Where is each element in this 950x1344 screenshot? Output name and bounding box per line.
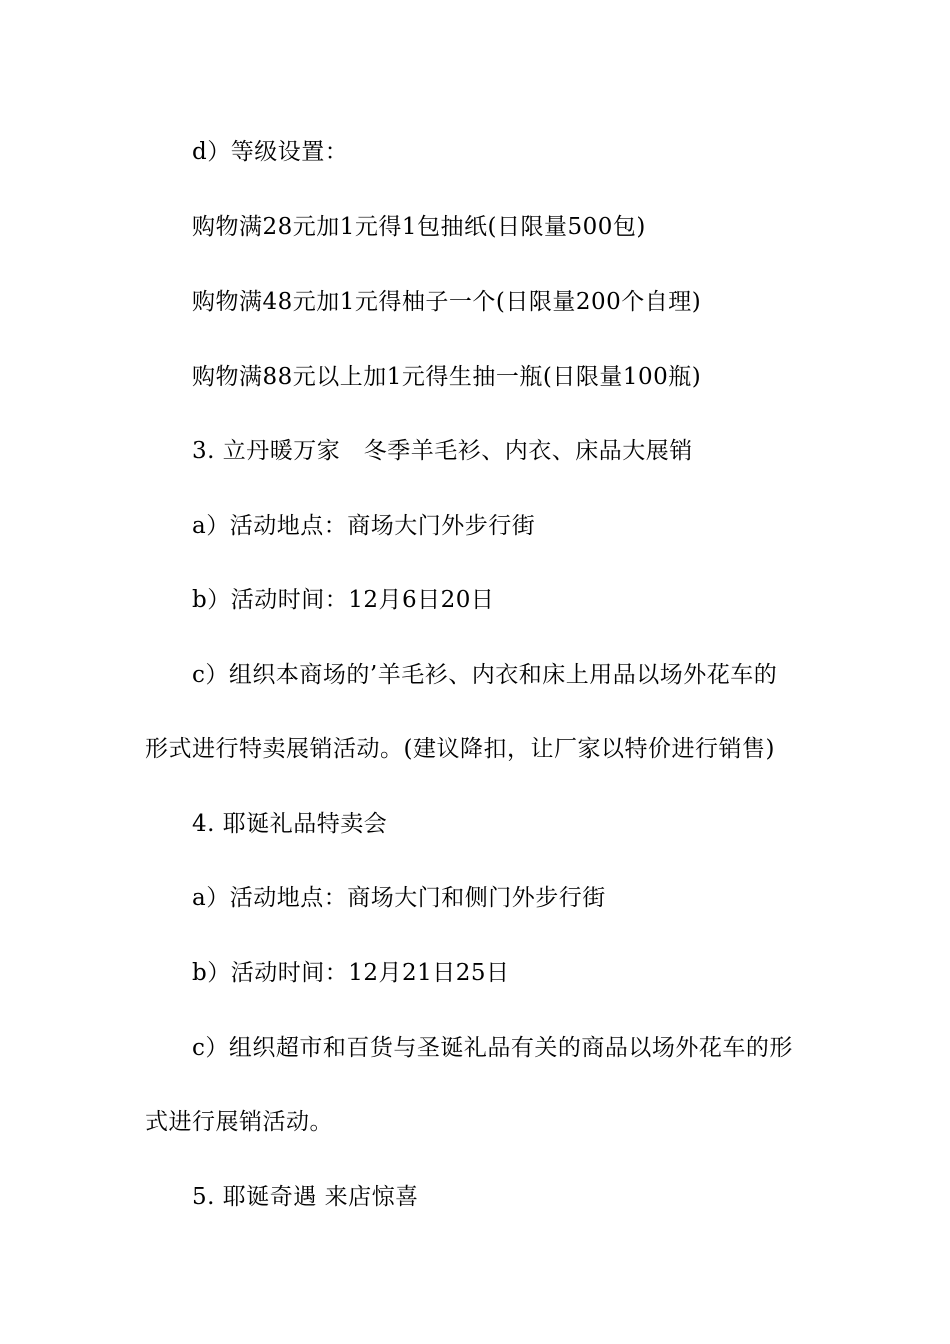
section-5-title: 5. 耶诞奇遇 来店惊喜 xyxy=(192,1184,419,1210)
reward-tier-88: 购物满88元以上加1元得生抽一瓶(日限量100瓶) xyxy=(192,364,702,390)
reward-tier-28: 购物满28元加1元得1包抽纸(日限量500包) xyxy=(192,214,646,240)
section-3-location: a）活动地点：商场大门外步行街 xyxy=(192,513,536,539)
section-3-description-line-1: c）组织本商场的’羊毛衫、内衣和床上用品以场外花车的 xyxy=(192,662,778,688)
section-4-time: b）活动时间：12月21日25日 xyxy=(192,960,510,986)
section-4-location: a）活动地点：商场大门和侧门外步行街 xyxy=(192,885,606,911)
section-4-description-line-1: c）组织超市和百货与圣诞礼品有关的商品以场外花车的形 xyxy=(192,1035,793,1061)
reward-tier-48: 购物满48元加1元得柚子一个(日限量200个自理) xyxy=(192,289,702,315)
section-4-description-line-2: 式进行展销活动。 xyxy=(145,1109,333,1135)
section-3-time: b）活动时间：12月6日20日 xyxy=(192,587,495,613)
grade-settings-heading: d）等级设置： xyxy=(192,139,349,165)
section-3-description-line-2: 形式进行特卖展销活动。(建议降扣，让厂家以特价进行销售) xyxy=(145,736,775,762)
section-3-title: 3. 立丹暖万家 冬季羊毛衫、内衣、床品大展销 xyxy=(192,438,693,464)
section-4-title: 4. 耶诞礼品特卖会 xyxy=(192,811,388,837)
